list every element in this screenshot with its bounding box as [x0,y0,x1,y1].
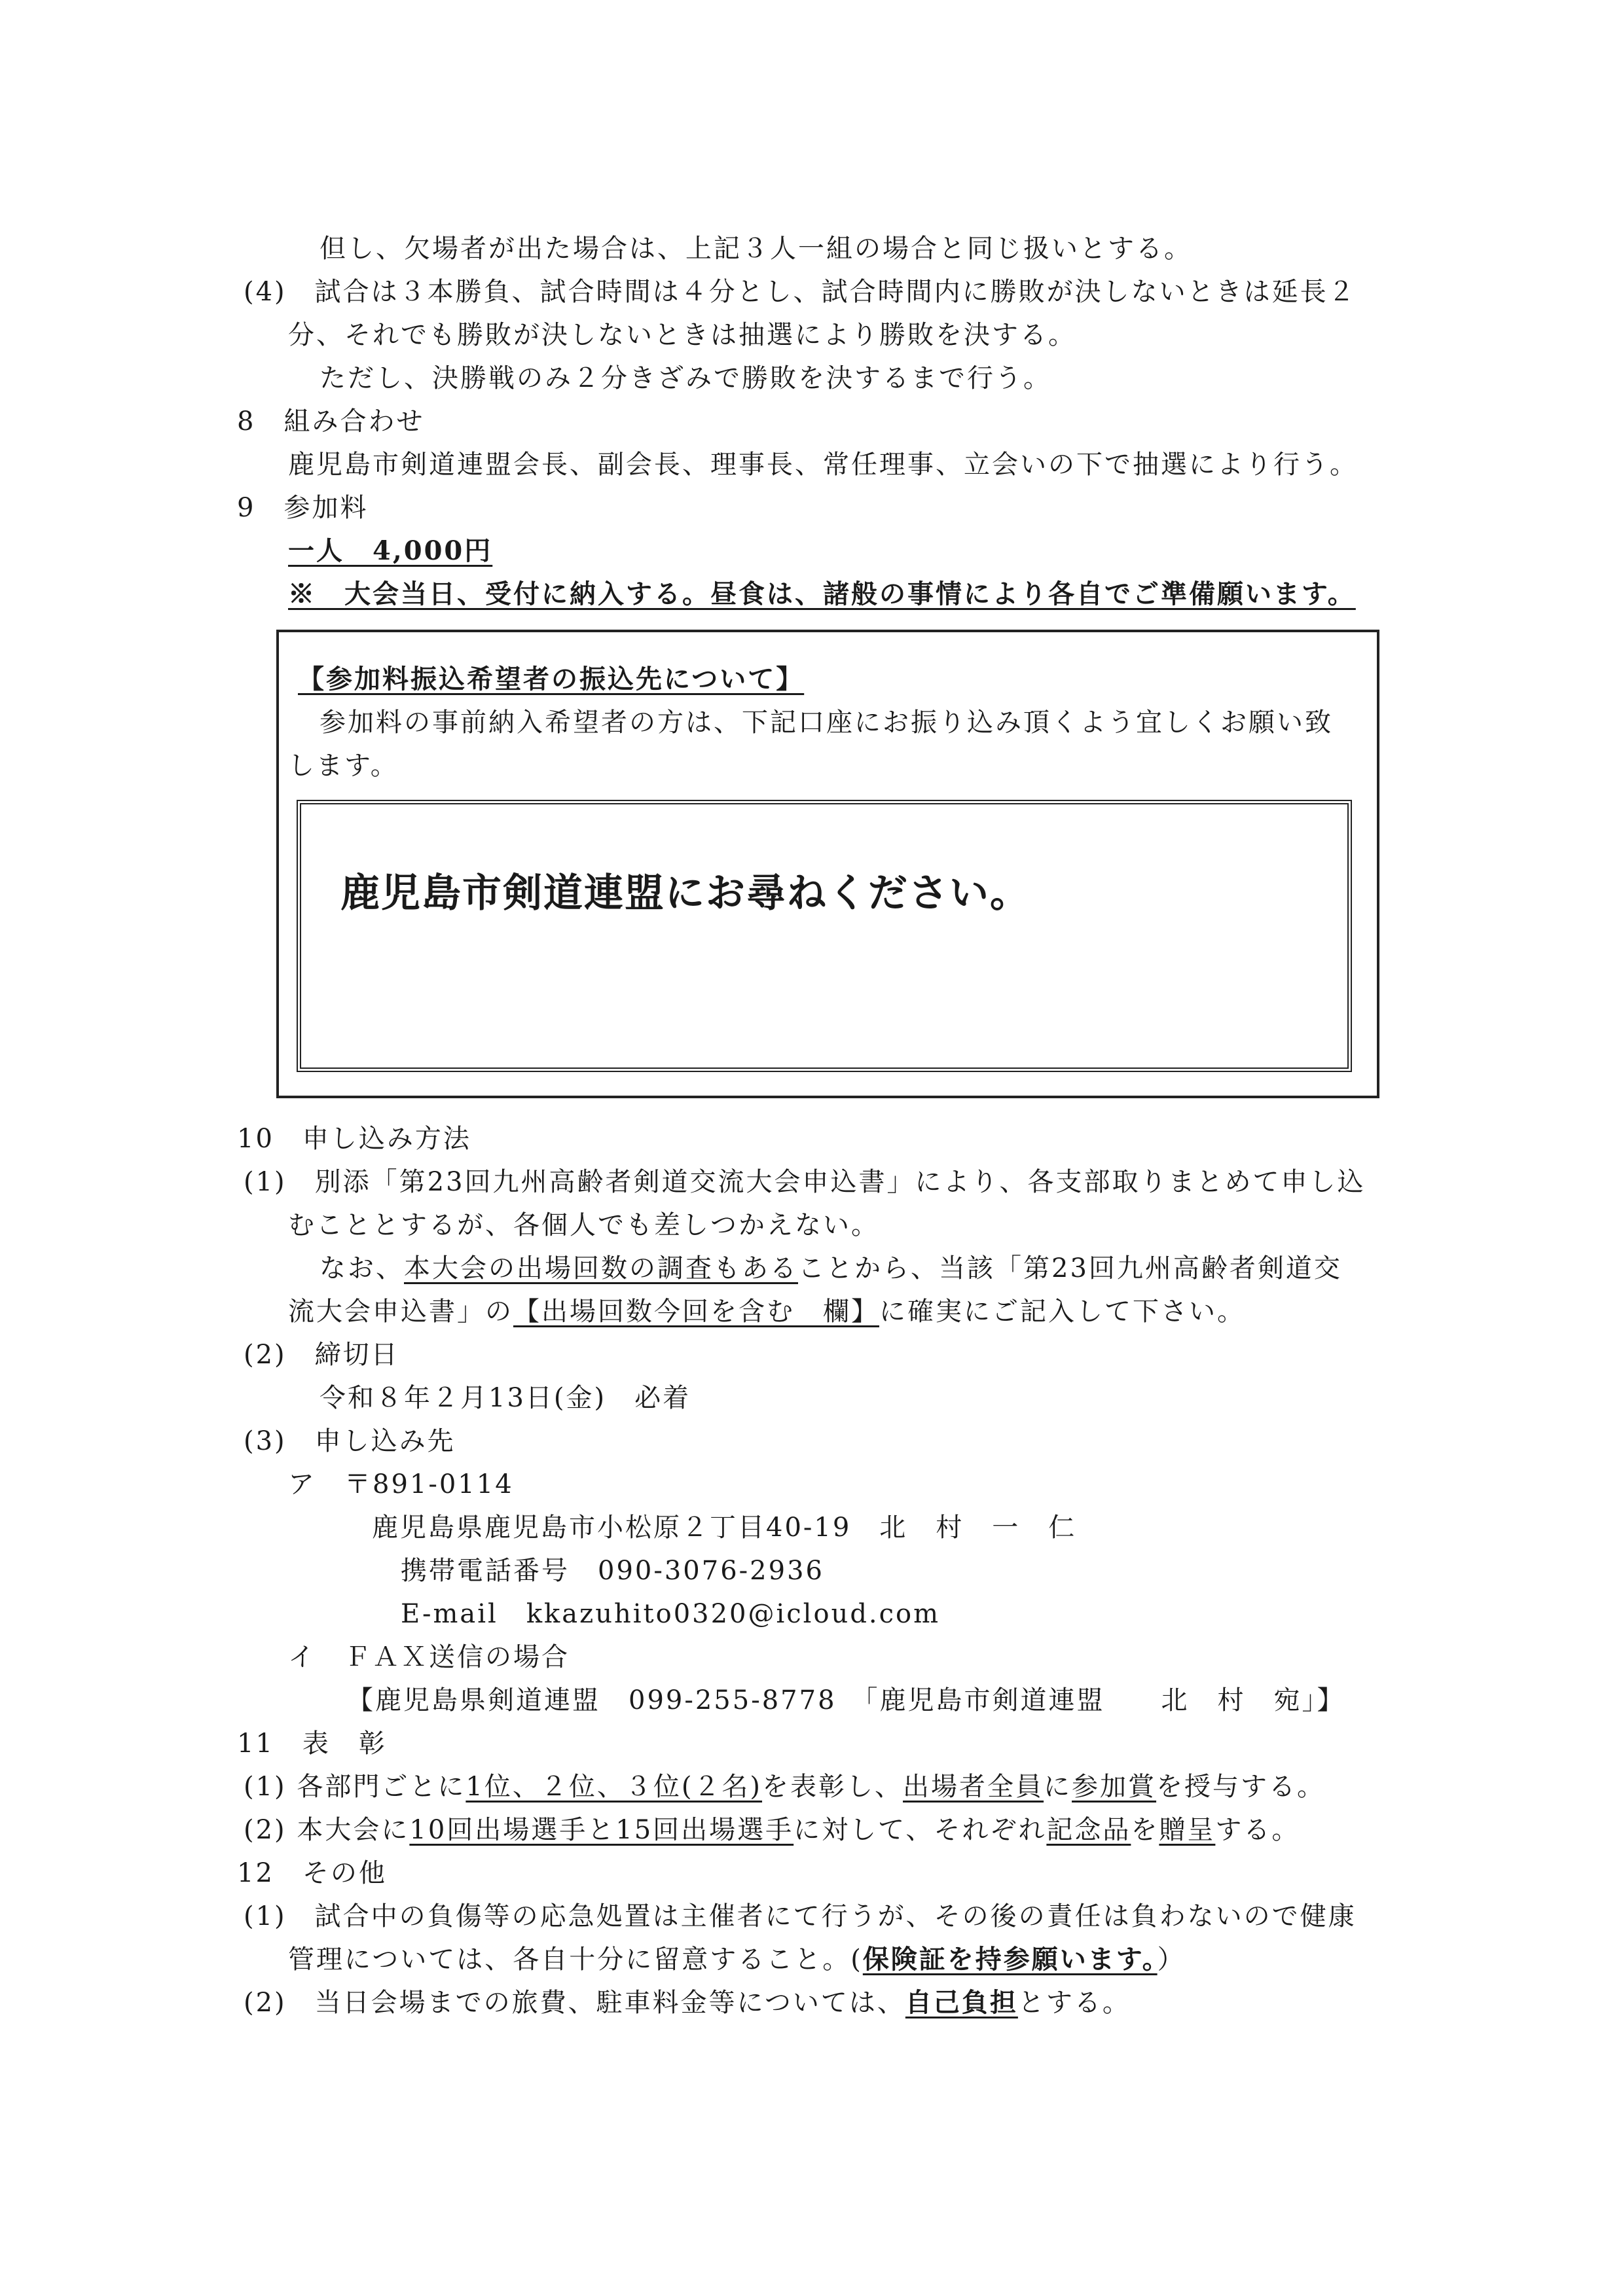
box-text: 参加料の事前納入希望者の方は、下記口座にお振り込み頂くよう宜しくお願い致 [319,708,1333,738]
text-line: (1) 各部門ごとに1位、２位、３位(２名)を表彰し、出場者全員に参加賞を授与する。 [244,1772,1326,1802]
text-line: (2) 本大会に10回出場選手と15回出場選手に対して、それぞれ記念品を贈呈する。 [244,1815,1300,1845]
address: 鹿児島県鹿児島市小松原２丁目40-19 北 村 一 仁 [372,1513,1077,1543]
text-line: ただし、決勝戦のみ２分きざみで勝敗を決するまで行う。 [319,363,1051,393]
text-line: 鹿児島市剣道連盟会長、副会長、理事長、常任理事、立会いの下で抽選により行う。 [288,450,1358,480]
deadline: 令和８年２月13日(金) 必着 [319,1383,691,1413]
box-text: します。 [288,751,399,781]
section-heading: 8 組み合わせ [237,406,425,437]
text-line: 但し、欠場者が出た場合は、上記３人一組の場合と同じ扱いとする。 [319,234,1192,264]
section-heading: 9 参加料 [237,493,369,523]
fax: 【鹿児島県剣道連盟 099-255-8778 「鹿児島市剣道連盟 北 村 宛」】 [347,1685,1345,1715]
inquiry-box [297,800,1352,1072]
text-line: 流大会申込書」の【出場回数今回を含む 欄】に確実にご記入して下さい。 [288,1297,1245,1327]
fee-amount: 一人 4,000円 [288,535,493,566]
text-line: 分、それでも勝敗が決しないときは抽選により勝敗を決する。 [288,320,1076,350]
text-line: (3) 申し込み先 [244,1426,456,1456]
email: E-mail kkazuhito0320@icloud.com [401,1599,941,1629]
section-heading: 12 その他 [237,1858,387,1888]
text-line: (1) 別添「第23回九州高齢者剣道交流大会申込書」により、各支部取りまとめて申し込 [244,1167,1366,1197]
box-title: 【参加料振込希望者の振込先について】 [298,664,805,694]
text-line: (4) 試合は３本勝負、試合時間は４分とし、試合時間内に勝敗が決しないときは延長２ [244,277,1357,307]
text-line: イ ＦＡＸ送信の場合 [288,1642,570,1672]
section-heading: 10 申し込み方法 [237,1124,471,1154]
inquiry-text: 鹿児島市剣道連盟にお尋ねください。 [340,870,1030,916]
text-line: むこととするが、各個人でも差しつかえない。 [288,1210,879,1240]
fee-note: ※ 大会当日、受付に納入する。昼食は、諸般の事情により各自でご準備願います。 [288,579,1356,609]
text-line: 管理については、各自十分に留意すること。(保険証を持参願います。） [288,1944,1186,1975]
text-line: (2) 締切日 [244,1340,399,1370]
text-line: (2) 当日会場までの旅費、駐車料金等については、自己負担とする。 [244,1987,1131,2018]
postal-code: ア 〒891-0114 [288,1469,514,1499]
text-line: (1) 試合中の負傷等の応急処置は主催者にて行うが、その後の責任は負わないので健康 [244,1901,1357,1931]
phone: 携帯電話番号 090-3076-2936 [401,1556,824,1586]
section-heading: 11 表 彰 [237,1729,387,1759]
text-line: なお、本大会の出場回数の調査もあることから、当該「第23回九州高齢者剣道交 [319,1253,1342,1283]
